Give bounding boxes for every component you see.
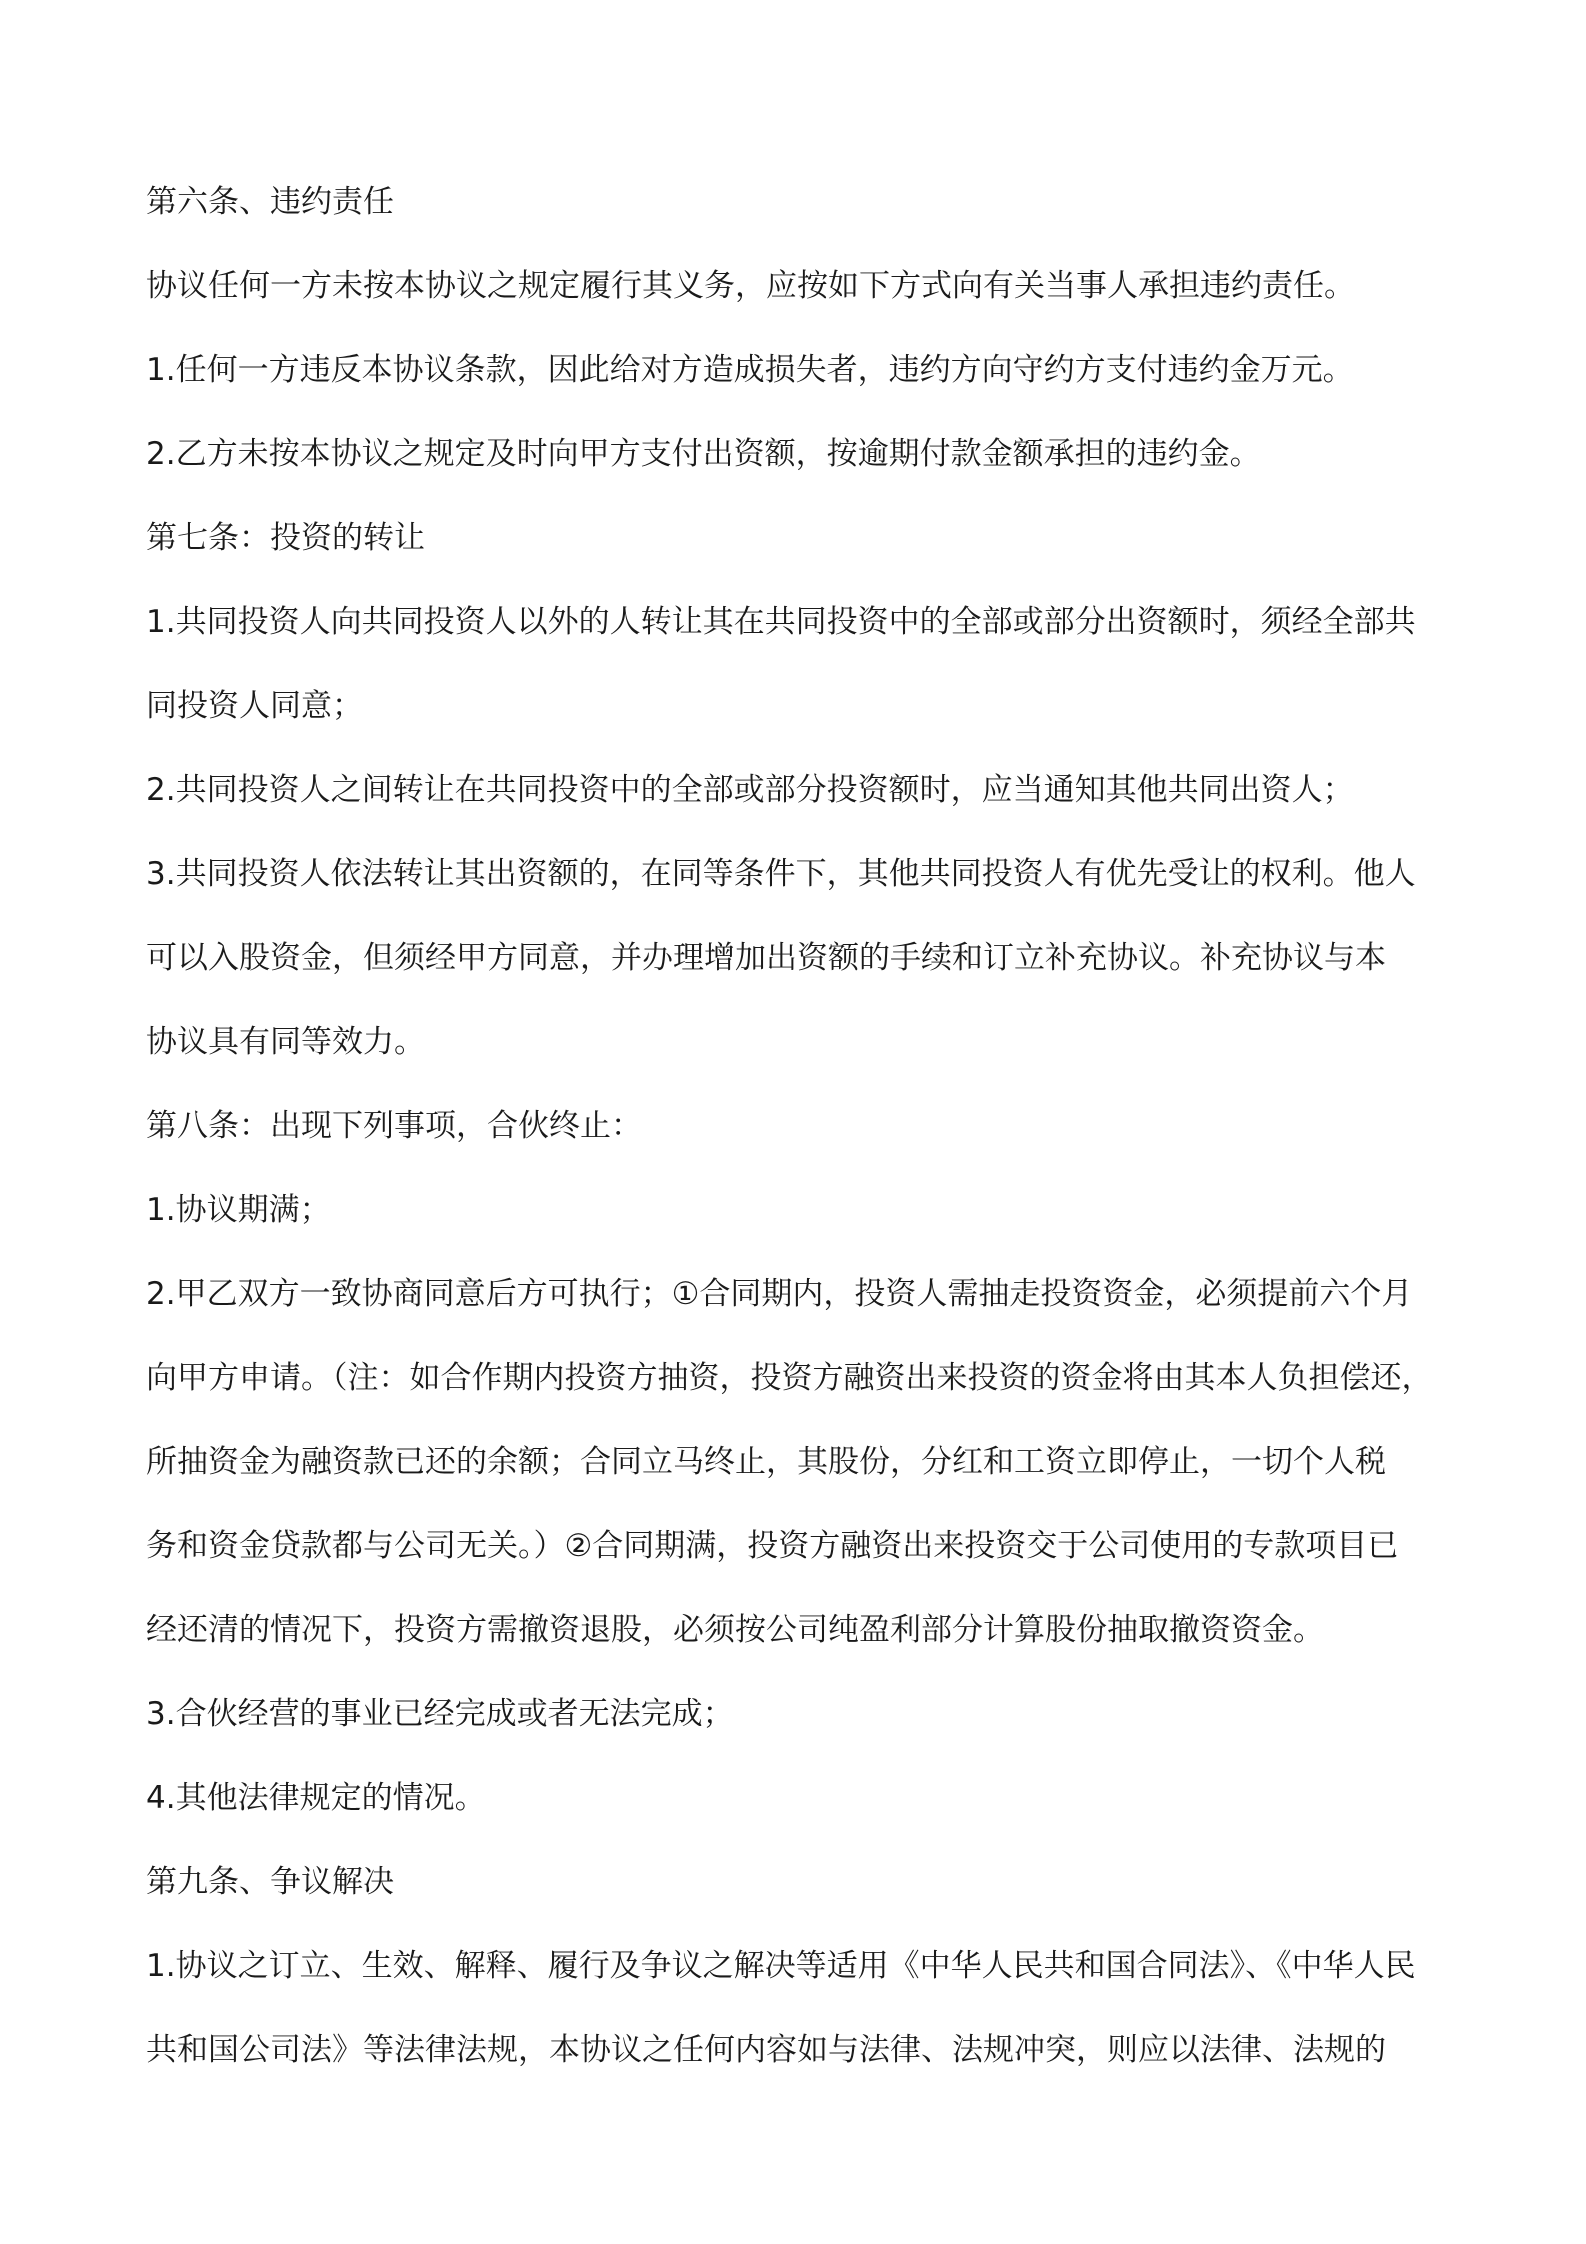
paragraph-line: 协议具有同等效力。 (146, 1024, 425, 1060)
paragraph-line: 2.乙方未按本协议之规定及时向甲方支付出资额，按逾期付款金额承担的违约金。 (146, 436, 1261, 472)
paragraph-line: 务和资金贷款都与公司无关。）②合同期满，投资方融资出来投资交于公司使用的专款项目已 (146, 1528, 1399, 1564)
paragraph-line: 3.合伙经营的事业已经完成或者无法完成； (146, 1696, 734, 1732)
article-8-heading: 第八条：出现下列事项，合伙终止： (146, 1108, 642, 1144)
article-9-heading: 第九条、争议解决 (146, 1864, 394, 1900)
paragraph-line: 1.任何一方违反本协议条款，因此给对方造成损失者，违约方向守约方支付违约金万元。 (146, 352, 1354, 388)
paragraph-line: 3.共同投资人依法转让其出资额的，在同等条件下，其他共同投资人有优先受让的权利。他人 (146, 856, 1416, 892)
paragraph-line: 1.共同投资人向共同投资人以外的人转让其在共同投资中的全部或部分出资额时，须经全部共 (146, 604, 1416, 640)
paragraph-line: 1.协议期满； (146, 1192, 331, 1228)
article-7-heading: 第七条：投资的转让 (146, 520, 425, 556)
paragraph-line: 经还清的情况下，投资方需撤资退股，必须按公司纯盈利部分计算股份抽取撤资资金。 (146, 1612, 1324, 1648)
paragraph-line: 2.共同投资人之间转让在共同投资中的全部或部分投资额时，应当通知其他共同出资人； (146, 772, 1354, 808)
paragraph-line: 协议任何一方未按本协议之规定履行其义务，应按如下方式向有关当事人承担违约责任。 (146, 268, 1355, 304)
paragraph-line: 共和国公司法》等法律法规，本协议之任何内容如与法律、法规冲突，则应以法律、法规的 (146, 2032, 1386, 2068)
paragraph-line: 可以入股资金，但须经甲方同意，并办理增加出资额的手续和订立补充协议。补充协议与本 (146, 940, 1386, 976)
paragraph-line: 向甲方申请。（注：如合作期内投资方抽资，投资方融资出来投资的资金将由其本人负担偿还， (146, 1360, 1433, 1396)
paragraph-line: 所抽资金为融资款已还的余额；合同立马终止，其股份，分红和工资立即停止，一切个人税 (146, 1444, 1386, 1480)
paragraph-line: 4.其他法律规定的情况。 (146, 1780, 486, 1816)
article-6-heading: 第六条、违约责任 (146, 184, 394, 220)
paragraph-line: 1.协议之订立、生效、解释、履行及争议之解决等适用《中华人民共和国合同法》、《中华人民 (146, 1948, 1416, 1984)
paragraph-line: 2.甲乙双方一致协商同意后方可执行；①合同期内，投资人需抽走投资资金，必须提前六个月 (146, 1276, 1413, 1312)
paragraph-line: 同投资人同意； (146, 688, 363, 724)
